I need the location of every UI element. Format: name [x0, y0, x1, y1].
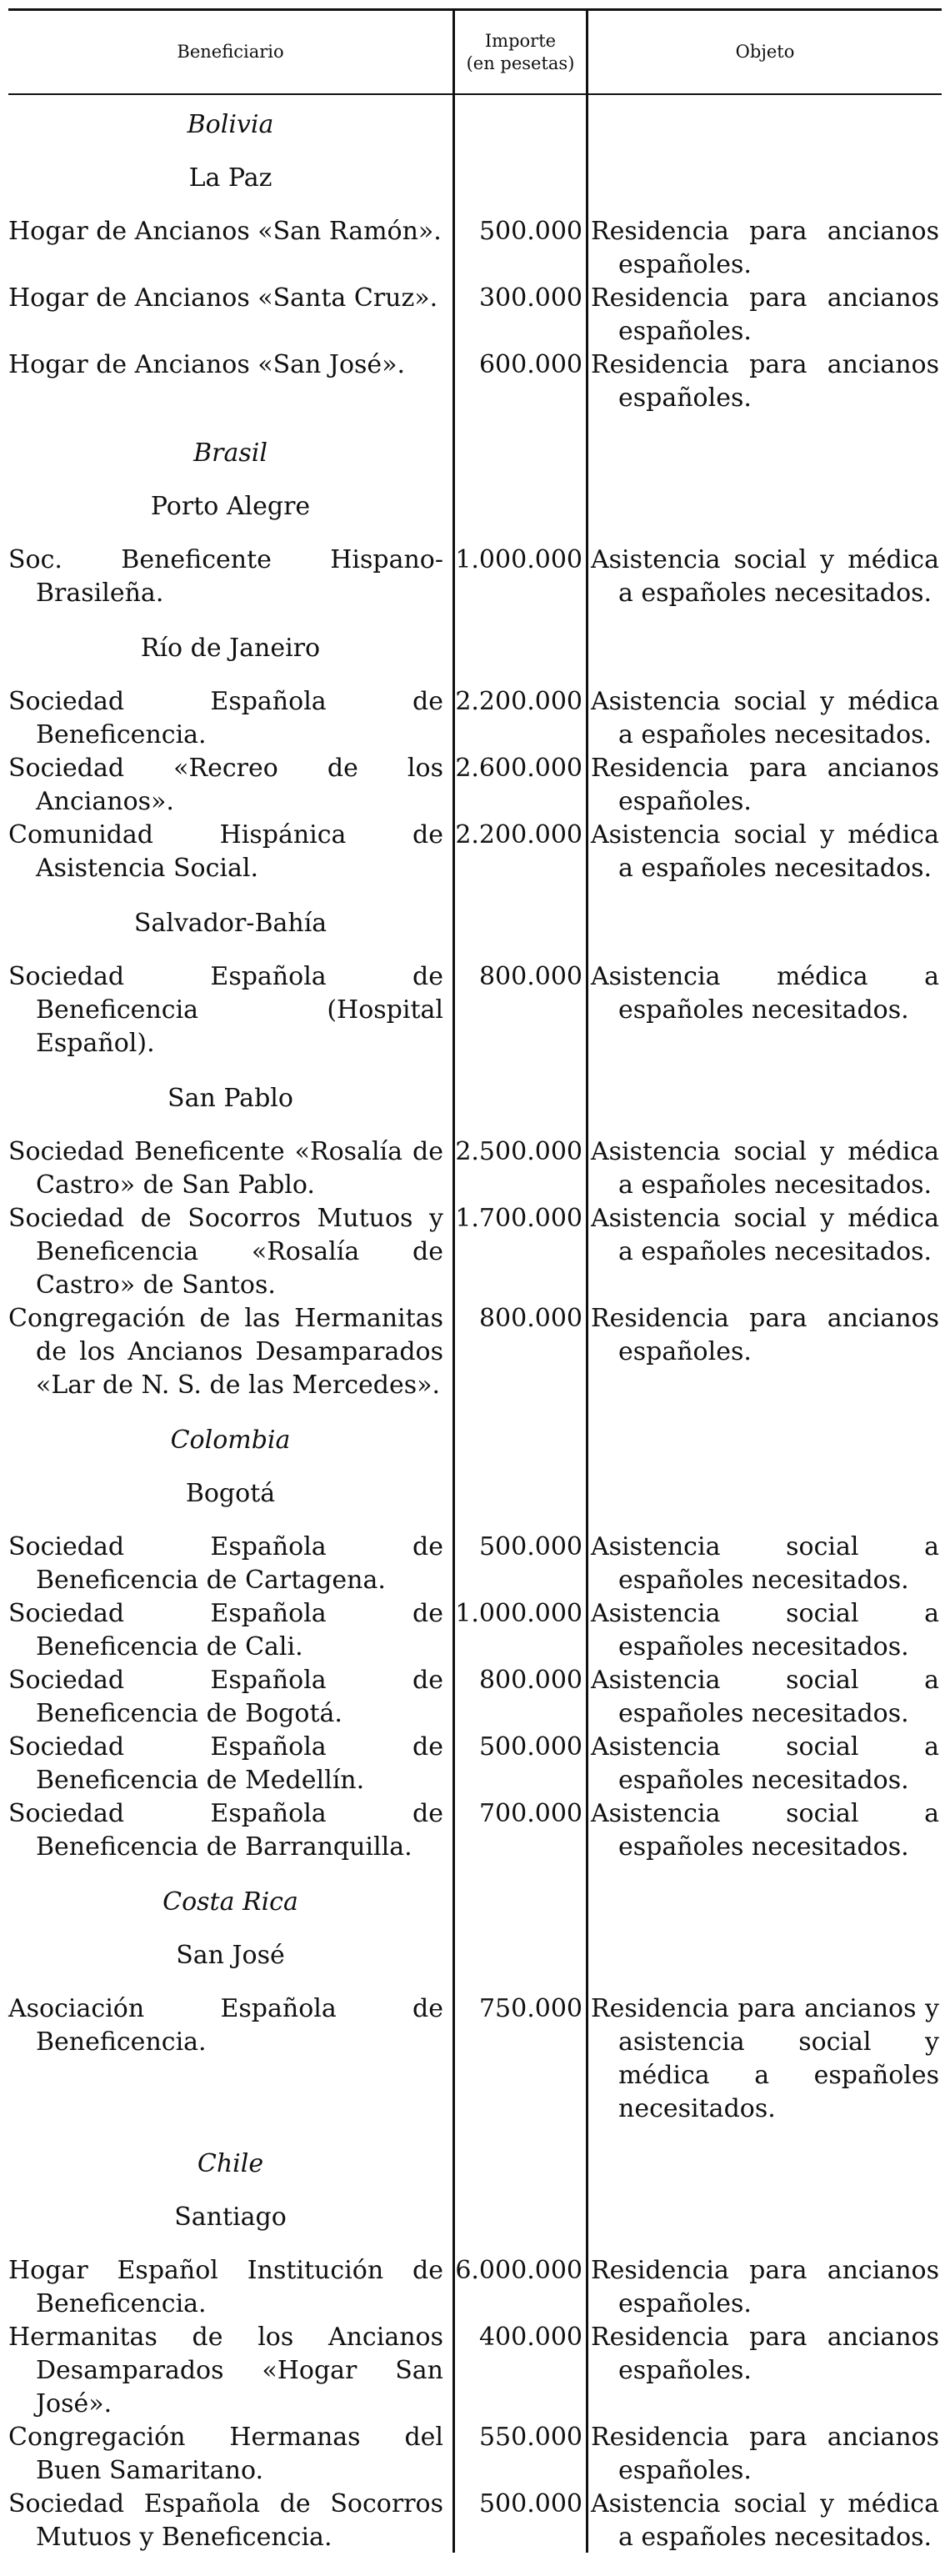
header-object-label: Objeto: [735, 42, 795, 62]
table-row: [0, 752, 950, 819]
amount-cell: 2.200.000: [455, 687, 582, 716]
beneficiary-cell: Sociedad Española de Socorros Mutuos y Beneficencia.: [8, 2489, 443, 2552]
country-heading: Costa Rica: [162, 1887, 298, 1917]
object-cell: Asistencia social y médica a españoles necesitados.: [591, 687, 939, 749]
city-heading: Bogotá: [185, 1479, 276, 1508]
amount-cell: 500.000: [478, 2489, 582, 2518]
city-heading: Santiago: [174, 2203, 287, 2232]
amount-cell: 800.000: [478, 1666, 582, 1695]
beneficiary-cell: Hermanitas de los Ancianos Desamparados «Hogar San José».: [8, 2323, 443, 2418]
header-amount: [455, 11, 586, 93]
amount-cell: 550.000: [478, 2423, 582, 2452]
object-cell: Residencia para ancianos españoles.: [591, 2256, 939, 2318]
table-row: [0, 1135, 950, 1202]
object-cell: Residencia para ancianos españoles.: [591, 350, 939, 413]
amount-cell: 300.000: [478, 283, 582, 313]
beneficiary-cell: Sociedad Española de Beneficencia de Cartagena.: [8, 1532, 443, 1595]
table-row: [0, 348, 950, 415]
table-row: [0, 1797, 950, 1864]
city-heading: San Pablo: [168, 1084, 293, 1113]
object-cell: Asistencia social y médica a españoles necesitados.: [591, 2489, 939, 2552]
city-heading: Río de Janeiro: [140, 634, 321, 663]
object-cell: Residencia para ancianos españoles.: [591, 2323, 939, 2385]
city-heading: Salvador-Bahía: [133, 909, 328, 938]
beneficiary-cell: Sociedad Española de Beneficencia de Bogotá.: [8, 1666, 443, 1728]
table-row: [0, 1597, 950, 1664]
amount-cell: 800.000: [478, 1304, 582, 1333]
header-amount-label: Importe: [484, 30, 557, 51]
object-cell: Asistencia social a españoles necesitados.: [591, 1732, 939, 1795]
object-cell: Asistencia social a españoles necesitados.: [591, 1599, 939, 1661]
amount-cell: 1.700.000: [455, 1204, 582, 1233]
table-row: [0, 1992, 950, 2126]
city-heading: Porto Alegre: [150, 492, 311, 521]
table-row: [0, 215, 950, 282]
beneficiary-cell: Hogar de Ancianos «San José».: [8, 350, 406, 379]
object-cell: Asistencia social y médica a españoles necesitados.: [591, 820, 939, 883]
beneficiary-cell: Congregación Hermanas del Buen Samaritano.: [8, 2423, 443, 2485]
country-heading: Colombia: [170, 1426, 291, 1455]
city-heading: La Paz: [188, 163, 272, 193]
object-cell: Asistencia social y médica a españoles necesitados.: [591, 545, 939, 608]
amount-cell: 800.000: [478, 962, 582, 991]
object-cell: Residencia para ancianos españoles.: [591, 217, 939, 279]
header-amount-unit: (en pesetas): [466, 53, 575, 73]
table-body: [0, 95, 950, 2576]
beneficiary-cell: Sociedad Española de Beneficencia (Hospital Español).: [8, 962, 443, 1058]
amount-cell: 750.000: [478, 1994, 582, 2023]
table-row: [0, 1202, 950, 1302]
beneficiary-cell: Congregación de las Hermanitas de los Ancianos Desamparados «Lar de N. S. de las Mercedes».: [8, 1304, 443, 1400]
amount-cell: 2.500.000: [455, 1137, 582, 1166]
beneficiary-cell: Sociedad Española de Beneficencia de Cali.: [8, 1599, 443, 1661]
amount-cell: 400.000: [478, 2323, 582, 2352]
table-row: [0, 819, 950, 885]
city-heading: San José: [176, 1941, 285, 1970]
country-heading: Brasil: [193, 439, 268, 468]
object-cell: Residencia para ancianos españoles.: [591, 1304, 939, 1366]
table-row: [0, 2421, 950, 2488]
country-heading: Chile: [197, 2149, 264, 2178]
amount-cell: 500.000: [478, 217, 582, 246]
header-beneficiary: [8, 11, 452, 93]
object-cell: Asistencia médica a españoles necesitados.: [591, 962, 939, 1025]
amount-cell: 2.200.000: [455, 820, 582, 849]
beneficiary-cell: Sociedad Española de Beneficencia de Barranquilla.: [8, 1799, 443, 1862]
country-heading: Bolivia: [187, 110, 274, 139]
table-row: [0, 1531, 950, 1597]
table-row: [0, 1664, 950, 1731]
beneficiary-cell: Sociedad «Recreo de los Ancianos».: [8, 754, 443, 816]
beneficiary-cell: Soc. Beneficente Hispano-Brasileña.: [8, 545, 443, 608]
beneficiary-cell: Comunidad Hispánica de Asistencia Social.: [8, 820, 443, 883]
beneficiary-cell: Hogar de Ancianos «Santa Cruz».: [8, 283, 438, 313]
beneficiary-cell: Hogar Español Institución de Beneficencia.: [8, 2256, 443, 2318]
amount-cell: 2.600.000: [455, 754, 582, 783]
beneficiary-cell: Sociedad de Socorros Mutuos y Beneficencia «Rosalía de Castro» de Santos.: [8, 1204, 443, 1300]
object-cell: Residencia para ancianos españoles.: [591, 754, 939, 816]
table-row: [0, 685, 950, 752]
amount-cell: 1.000.000: [455, 545, 582, 574]
object-cell: Asistencia social a españoles necesitados.: [591, 1532, 939, 1595]
table-row: [0, 2488, 950, 2554]
table-row: [0, 1731, 950, 1797]
table-row: [0, 960, 950, 1060]
object-cell: Asistencia social a españoles necesitados.: [591, 1799, 939, 1862]
amount-cell: 6.000.000: [455, 2256, 582, 2285]
beneficiary-cell: Sociedad Española de Beneficencia de Medellín.: [8, 1732, 443, 1795]
beneficiary-cell: Hogar de Ancianos «San Ramón».: [8, 217, 442, 246]
object-cell: Asistencia social y médica a españoles necesitados.: [591, 1137, 939, 1200]
amount-cell: 500.000: [478, 1732, 582, 1762]
amount-cell: 1.000.000: [455, 1599, 582, 1628]
beneficiary-cell: Sociedad Beneficente «Rosalía de Castro» de San Pablo.: [8, 1137, 443, 1200]
object-cell: Residencia para ancianos españoles.: [591, 283, 939, 346]
header-beneficiary-label: Beneficiario: [177, 42, 284, 62]
beneficiary-cell: Asociación Española de Beneficencia.: [8, 1994, 443, 2057]
table-row: [0, 282, 950, 348]
object-cell: Residencia para ancianos y asistencia social y médica a españoles necesitados.: [591, 1994, 939, 2123]
table-row: [0, 2254, 950, 2321]
table-row: [0, 1302, 950, 1402]
table-row: [0, 544, 950, 610]
object-cell: Asistencia social y médica a españoles necesitados.: [591, 1204, 939, 1266]
amount-cell: 700.000: [478, 1799, 582, 1828]
amount-cell: 500.000: [478, 1532, 582, 1561]
object-cell: Residencia para ancianos españoles.: [591, 2423, 939, 2485]
object-cell: Asistencia social a españoles necesitados.: [591, 1666, 939, 1728]
header-object: [588, 11, 942, 93]
table-row: [0, 2321, 950, 2421]
beneficiary-cell: Sociedad Española de Beneficencia.: [8, 687, 443, 749]
amount-cell: 600.000: [478, 350, 582, 379]
